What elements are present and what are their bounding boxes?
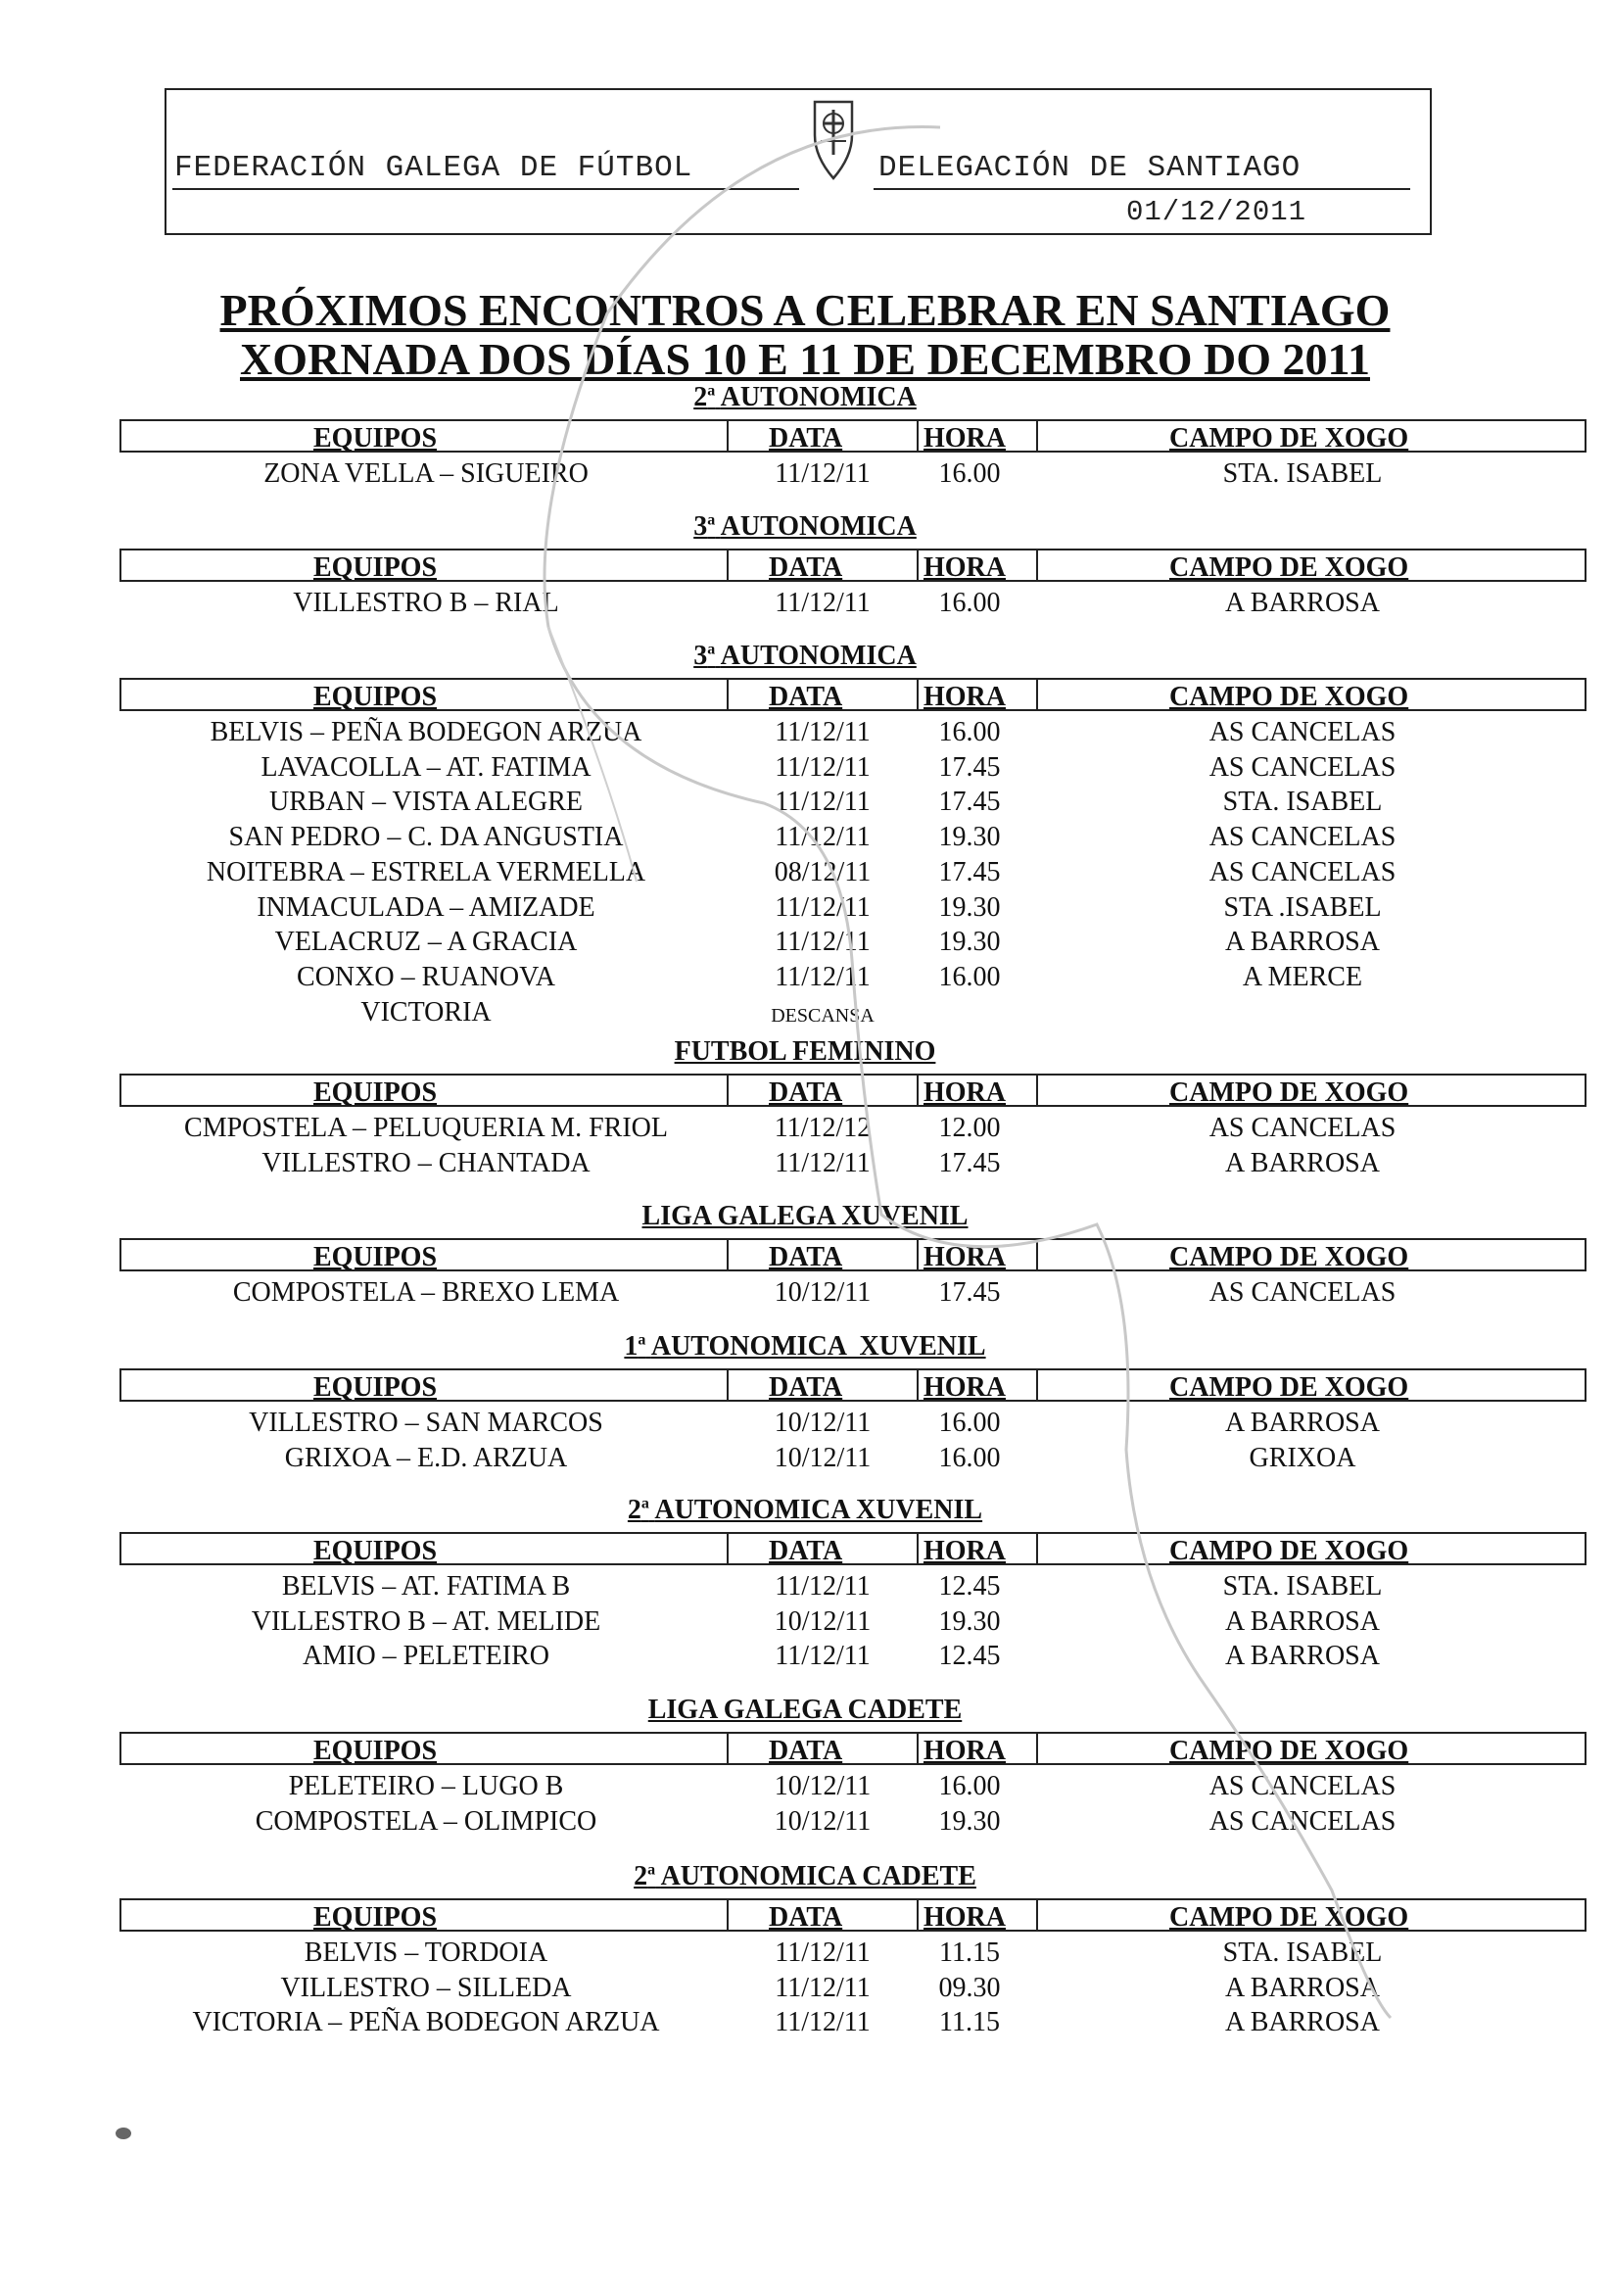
column-divider [727,1900,729,1930]
col-equipos-header: EQUIPOS [313,423,438,454]
ordinal-mark: a [707,511,716,529]
match-teams: ZONA VELLA – SIGUEIRO [263,458,589,489]
match-date: 11/12/11 [775,751,871,783]
section-number: 2 [627,1495,641,1525]
section-number: 2 [693,382,708,412]
match-row [0,1606,1610,1642]
col-data-header: DATA [769,682,843,712]
column-divider [917,1900,919,1930]
col-equipos-header: EQUIPOS [313,552,438,583]
match-field: AS CANCELAS [1208,751,1397,783]
match-teams: VILLESTRO B – RIAL [293,588,559,618]
match-time: 12.45 [938,1641,1001,1672]
section-number: 3 [693,511,708,542]
match-time: 19.30 [938,927,1001,958]
match-time: 11.15 [939,1937,1000,1968]
section-title [0,382,1610,413]
section-name: AUTONOMICA XUVENIL [654,1495,983,1525]
match-row [0,1806,1610,1842]
col-data-header: DATA [769,1077,843,1108]
match-time: 17.45 [938,856,1001,887]
match-date: 11/12/11 [775,787,871,818]
match-field: AS CANCELAS [1208,1113,1397,1143]
match-time: 16.00 [938,1771,1001,1801]
match-teams: CMPOSTELA – PELUQUERIA M. FRIOL [184,1113,668,1143]
rest-row [0,997,1610,1032]
match-teams: BELVIS – AT. FATIMA B [281,1571,571,1602]
column-divider [1036,1534,1038,1563]
match-teams: BELVIS – TORDOIA [304,1937,548,1968]
match-teams: VICTORIA – PEÑA BODEGON ARZUA [192,2007,660,2038]
match-time: 16.00 [938,717,1001,747]
col-campo-header: CAMPO DE XOGO [1169,1077,1409,1108]
col-equipos-header: EQUIPOS [313,1902,438,1933]
section-number: 3 [693,641,708,671]
match-row [0,588,1610,623]
match-time: 17.45 [938,1277,1001,1308]
match-time: 16.00 [938,1408,1001,1438]
ordinal-mark: a [707,382,716,400]
column-divider [1036,1076,1038,1105]
column-divider [917,1240,919,1269]
col-data-header: DATA [769,1242,843,1272]
column-divider [1036,1240,1038,1269]
match-row [0,1113,1610,1148]
match-date: 11/12/11 [775,927,871,958]
col-equipos-header: EQUIPOS [313,1736,438,1766]
match-field: AS CANCELAS [1208,1771,1397,1801]
match-date: 11/12/11 [775,961,871,992]
column-divider [727,680,729,709]
match-field: A BARROSA [1225,927,1380,958]
column-divider [917,1076,919,1105]
crest-icon [811,96,856,184]
match-date: 10/12/11 [774,1442,872,1473]
match-date: 08/12/11 [774,856,872,887]
section-number: 2 [634,1861,648,1891]
match-row [0,2007,1610,2042]
match-field: AS CANCELAS [1208,856,1397,887]
col-campo-header: CAMPO DE XOGO [1169,1736,1409,1766]
match-row [0,752,1610,788]
col-campo-header: CAMPO DE XOGO [1169,423,1409,454]
col-campo-header: CAMPO DE XOGO [1169,1536,1409,1566]
match-date: 11/12/11 [775,2007,871,2038]
match-teams: VILLESTRO – SAN MARCOS [249,1408,603,1438]
col-data-header: DATA [769,1536,843,1566]
column-divider [727,1370,729,1400]
match-teams: COMPOSTELA – BREXO LEMA [232,1277,620,1308]
match-date: 11/12/11 [775,458,871,489]
match-teams: COMPOSTELA – OLIMPICO [255,1805,597,1837]
match-date: 11/12/11 [775,891,871,923]
match-field: GRIXOA [1249,1442,1356,1473]
match-time: 09.30 [938,1972,1001,2003]
section-title [0,511,1610,543]
section-title [0,641,1610,672]
col-campo-header: CAMPO DE XOGO [1169,552,1409,583]
column-divider [1036,550,1038,580]
column-divider [1036,1900,1038,1930]
col-hora-header: HORA [923,1372,1006,1403]
page-title: PRÓXIMOS ENCONTROS A CELEBRAR EN SANTIAGO [219,285,1391,335]
column-divider [1036,1370,1038,1400]
match-time: 11.15 [939,2007,1000,2038]
col-campo-header: CAMPO DE XOGO [1169,1372,1409,1403]
column-divider [727,1734,729,1763]
col-hora-header: HORA [923,552,1006,583]
section-title [0,1695,1610,1726]
match-field: STA. ISABEL [1222,1571,1383,1602]
match-field: STA. ISABEL [1222,787,1383,818]
match-row [0,1148,1610,1183]
match-row [0,962,1610,997]
col-campo-header: CAMPO DE XOGO [1169,682,1409,712]
section-title [0,1861,1610,1892]
match-time: 17.45 [938,751,1001,783]
match-row [0,1408,1610,1443]
match-field: A MERCE [1242,961,1363,992]
match-teams: VILLESTRO – CHANTADA [261,1147,591,1178]
match-time: 12.00 [938,1113,1001,1143]
match-row [0,1973,1610,2008]
ink-spot [116,2128,131,2139]
col-campo-header: CAMPO DE XOGO [1169,1902,1409,1933]
match-time: 19.30 [938,1805,1001,1837]
match-row [0,1641,1610,1676]
match-teams: VILLESTRO – SILLEDA [280,1972,572,2003]
col-data-header: DATA [769,552,843,583]
col-equipos-header: EQUIPOS [313,1242,438,1272]
col-hora-header: HORA [923,1902,1006,1933]
match-teams: PELETEIRO – LUGO B [288,1771,564,1801]
match-time: 16.00 [938,588,1001,618]
match-teams: GRIXOA – E.D. ARZUA [284,1442,568,1473]
match-date: 10/12/11 [774,1277,872,1308]
col-hora-header: HORA [923,1536,1006,1566]
col-data-header: DATA [769,1372,843,1403]
match-teams: CONXO – RUANOVA [297,961,555,992]
ordinal-mark: a [707,641,716,658]
match-row [0,857,1610,892]
column-divider [917,1734,919,1763]
match-date: 11/12/11 [775,1972,871,2003]
page-subtitle: XORNADA DOS DÍAS 10 E 11 DE DECEMBRO DO 2011 [240,334,1370,384]
match-date: 11/12/11 [775,1641,871,1672]
match-date: 10/12/11 [774,1805,872,1837]
section-number: 1 [624,1331,639,1362]
column-divider [727,1076,729,1105]
match-row [0,892,1610,928]
match-field: STA. ISABEL [1222,1937,1383,1968]
ordinal-mark: a [640,1495,649,1512]
col-data-header: DATA [769,1736,843,1766]
match-teams: SAN PEDRO – C. DA ANGUSTIA [228,822,624,853]
ordinal-mark: a [647,1861,656,1879]
column-divider [727,550,729,580]
match-row [0,1443,1610,1478]
match-field: A BARROSA [1225,1147,1380,1178]
federation-underline [172,188,799,190]
match-date: 11/12/12 [774,1113,872,1143]
section-name: AUTONOMICA [720,382,917,412]
match-row [0,1937,1610,1973]
column-divider [917,421,919,451]
match-field: A BARROSA [1225,588,1380,618]
match-date: 11/12/11 [775,588,871,618]
col-equipos-header: EQUIPOS [313,1077,438,1108]
section-name: AUTONOMICA CADETE [660,1861,976,1891]
section-name: LIGA GALEGA XUVENIL [641,1201,969,1231]
header-date: 01/12/2011 [1126,196,1307,228]
column-divider [1036,421,1038,451]
match-date: 10/12/11 [774,1408,872,1438]
match-teams: NOITEBRA – ESTRELA VERMELLA [206,856,646,887]
match-row [0,822,1610,857]
section-title [0,1495,1610,1526]
section-name: AUTONOMICA [720,641,917,671]
match-time: 17.45 [938,787,1001,818]
column-divider [727,421,729,451]
section-name: FUTBOL FEMININO [674,1036,936,1067]
match-teams: VILLESTRO B – AT. MELIDE [251,1605,601,1637]
match-time: 19.30 [938,1605,1001,1637]
federation-name: FEDERACIÓN GALEGA DE FÚTBOL [174,151,693,185]
col-hora-header: HORA [923,1736,1006,1766]
match-teams: LAVACOLLA – AT. FATIMA [260,751,592,783]
col-hora-header: HORA [923,1077,1006,1108]
match-time: 17.45 [938,1147,1001,1178]
section-name: AUTONOMICA XUVENIL [650,1331,986,1362]
col-equipos-header: EQUIPOS [313,682,438,712]
match-time: 16.00 [938,961,1001,992]
column-divider [917,1370,919,1400]
section-name: AUTONOMICA [720,511,917,542]
match-row [0,927,1610,962]
match-row [0,1571,1610,1606]
column-divider [1036,1734,1038,1763]
col-hora-header: HORA [923,682,1006,712]
match-field: A BARROSA [1225,1408,1380,1438]
match-teams: BELVIS – PEÑA BODEGON ARZUA [210,717,642,747]
match-row [0,1277,1610,1313]
match-date: 11/12/11 [775,717,871,747]
ordinal-mark: a [638,1331,646,1349]
match-time: 19.30 [938,891,1001,923]
match-field: A BARROSA [1225,1605,1380,1637]
match-date: 11/12/11 [775,822,871,853]
match-row [0,1771,1610,1806]
match-date: 11/12/11 [775,1147,871,1178]
match-time: 12.45 [938,1571,1001,1602]
match-date: 11/12/11 [775,1937,871,1968]
column-divider [727,1534,729,1563]
match-teams: URBAN – VISTA ALEGRE [268,787,584,818]
col-equipos-header: EQUIPOS [313,1372,438,1403]
match-row [0,787,1610,822]
match-date: 10/12/11 [774,1771,872,1801]
col-data-header: DATA [769,423,843,454]
delegation-name: DELEGACIÓN DE SANTIAGO [878,151,1302,185]
match-field: STA. ISABEL [1222,458,1383,489]
section-name: LIGA GALEGA CADETE [647,1695,963,1725]
match-teams: AMIO – PELETEIRO [303,1641,549,1672]
letterhead [165,88,1432,235]
col-equipos-header: EQUIPOS [313,1536,438,1566]
match-date: 11/12/11 [775,1571,871,1602]
match-field: AS CANCELAS [1208,822,1397,853]
match-field: A BARROSA [1225,1641,1380,1672]
rest-team: VICTORIA [360,996,492,1028]
match-time: 19.30 [938,822,1001,853]
column-divider [917,550,919,580]
match-row [0,458,1610,494]
match-date: 10/12/11 [774,1605,872,1637]
col-data-header: DATA [769,1902,843,1933]
col-hora-header: HORA [923,423,1006,454]
section-title [0,1331,1610,1363]
match-field: A BARROSA [1225,1972,1380,2003]
section-title [0,1036,1610,1068]
match-time: 16.00 [938,1442,1001,1473]
column-divider [1036,680,1038,709]
col-campo-header: CAMPO DE XOGO [1169,1242,1409,1272]
column-divider [917,1534,919,1563]
match-time: 16.00 [938,458,1001,489]
column-divider [917,680,919,709]
delegation-underline [874,188,1410,190]
match-teams: INMACULADA – AMIZADE [257,891,595,923]
match-field: AS CANCELAS [1208,1805,1397,1837]
col-hora-header: HORA [923,1242,1006,1272]
match-teams: VELACRUZ – A GRACIA [274,927,578,958]
section-title [0,1201,1610,1232]
match-row [0,717,1610,752]
rest-label: DESCANSA [771,1004,875,1027]
column-divider [727,1240,729,1269]
match-field: STA .ISABEL [1223,891,1382,923]
match-field: AS CANCELAS [1208,717,1397,747]
match-field: AS CANCELAS [1208,1277,1397,1308]
match-field: A BARROSA [1225,2007,1380,2038]
